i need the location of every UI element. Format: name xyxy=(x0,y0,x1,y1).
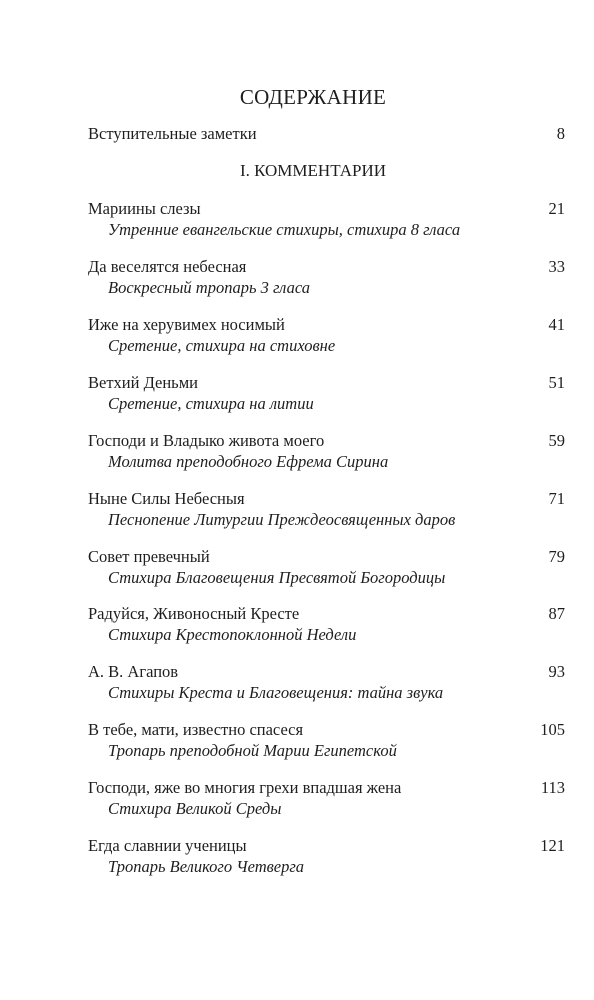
toc-entry-title: Да веселятся небесная xyxy=(88,257,247,276)
toc-entry-title: Ныне Силы Небесныя xyxy=(88,489,245,508)
toc-entry-title: В тебе, мати, известно спасеся xyxy=(88,720,304,739)
toc-entry-subtitle: Стихира Великой Среды xyxy=(108,799,282,818)
toc-entry-page-number: 33 xyxy=(548,257,565,276)
toc-entry-subtitle: Тропарь преподобной Марии Египетской xyxy=(108,741,397,760)
toc-entry-subtitle: Стихиры Креста и Благовещения: тайна звука xyxy=(108,683,444,702)
toc-entry-title: Егда славнии ученицы xyxy=(88,836,247,855)
toc-entry-line xyxy=(88,488,565,510)
toc-entry-title: Мариины слезы xyxy=(88,199,201,218)
toc-entry-page-number: 113 xyxy=(540,778,565,797)
toc-entry-page-number: 105 xyxy=(540,720,565,739)
toc-entry xyxy=(88,372,565,413)
toc-entry-subtitle: Воскресный тропарь 3 гласа xyxy=(108,278,310,297)
toc-entry-line xyxy=(88,256,565,278)
toc-intro-line xyxy=(88,123,565,145)
toc-entry-subtitle: Молитва преподобного Ефрема Сирина xyxy=(108,452,389,471)
toc-entry-page-number: 87 xyxy=(548,604,565,623)
toc-entry-subtitle: Сретение, стихира на литии xyxy=(108,394,314,413)
toc-entry xyxy=(88,546,565,587)
toc-entry-line xyxy=(88,777,565,799)
toc-intro-page-number: 8 xyxy=(556,124,565,143)
toc-entry-line xyxy=(88,198,565,220)
section-heading: I. КОММЕНТАРИИ xyxy=(239,161,387,180)
toc-entry-title: Господи, яже во многия грехи впадшая жена xyxy=(88,778,402,797)
toc-entry-title: Господи и Владыко живота моего xyxy=(88,431,325,450)
toc-entry-subtitle: Тропарь Великого Четверга xyxy=(108,857,305,876)
toc-entry xyxy=(88,256,565,297)
toc-entry-line xyxy=(88,719,565,741)
toc-entry-line xyxy=(88,546,565,568)
toc-entry-subtitle: Сретение, стихира на стиховне xyxy=(108,336,336,355)
toc-entry-page-number: 41 xyxy=(548,315,565,334)
toc-entry xyxy=(88,661,565,702)
toc-entry xyxy=(88,314,565,355)
page-title: СОДЕРЖАНИЕ xyxy=(239,85,387,109)
toc-entry-line xyxy=(88,430,565,452)
toc-entry xyxy=(88,719,565,760)
toc-intro-title: Вступительные заметки xyxy=(88,124,257,143)
toc-entry-line xyxy=(88,603,565,625)
toc-entry xyxy=(88,430,565,471)
toc-entry xyxy=(88,603,565,644)
toc-entry-title: Иже на херувимех носимый xyxy=(88,315,285,334)
toc-entry-subtitle: Утренние евангельские стихиры, стихира 8 гласа xyxy=(108,220,461,239)
toc-entry-subtitle: Стихира Крестопоклонной Недели xyxy=(108,625,357,644)
toc-entry-line xyxy=(88,661,565,683)
toc-entry-line xyxy=(88,835,565,857)
toc-entry xyxy=(88,777,565,818)
toc-entry xyxy=(88,835,565,876)
toc-entry-page-number: 79 xyxy=(548,547,565,566)
toc-entry-subtitle: Песнопение Литургии Преждеосвященных даров xyxy=(108,510,456,529)
toc-entry xyxy=(88,488,565,529)
toc-entry xyxy=(88,198,565,239)
toc-entry-page-number: 93 xyxy=(548,662,565,681)
toc-entry-page-number: 59 xyxy=(548,431,565,450)
toc-entry-title: Ветхий Деньми xyxy=(88,373,198,392)
toc-intro-row xyxy=(88,123,565,145)
toc-entry-line xyxy=(88,372,565,394)
toc-entry-title: Радуйся, Живоносный Кресте xyxy=(88,604,300,623)
toc-entry-page-number: 21 xyxy=(548,199,565,218)
toc-entry-title: Совет превечный xyxy=(88,547,210,566)
toc-entry-subtitle: Стихира Благовещения Пресвятой Богородицы xyxy=(108,568,446,587)
toc-entry-line xyxy=(88,314,565,336)
toc-entry-page-number: 71 xyxy=(548,489,565,508)
toc-entry-page-number: 121 xyxy=(540,836,565,855)
toc-entry-title: А. В. Агапов xyxy=(88,662,179,681)
toc-entry-page-number: 51 xyxy=(548,373,565,392)
